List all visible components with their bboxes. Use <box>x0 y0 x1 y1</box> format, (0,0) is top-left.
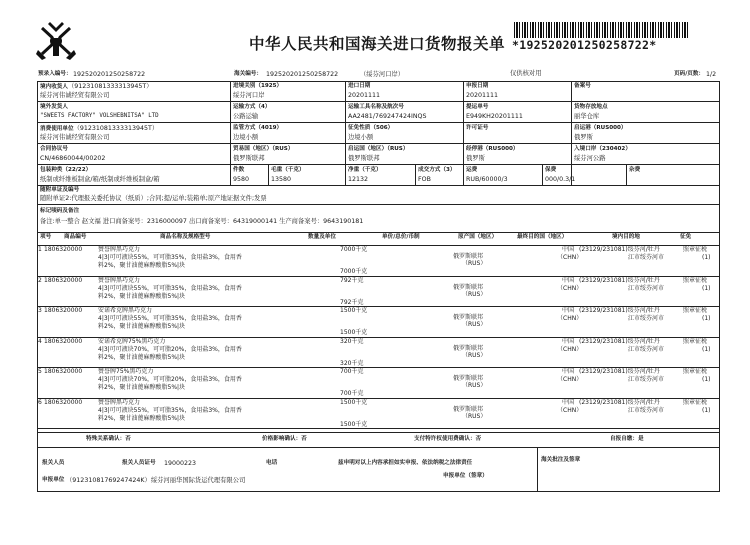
supervision: 边境小额 <box>233 134 259 141</box>
docs-label: 随附单证及编号 <box>40 187 80 193</box>
page-label: 页码/页数： <box>674 71 705 77</box>
item-origin: 俄罗斯联邦 <box>453 344 484 352</box>
declarant-cert: 19000223 <box>164 460 197 467</box>
item-spec-1: 4|3|可可液块55%，可可脂35%，食用盐3%，食用香 <box>98 254 242 261</box>
item-code: 1806320000 <box>44 276 83 284</box>
conveyance-label: 运输工具名称及航次号 <box>348 104 404 110</box>
deal-label: 成交方式（3） <box>418 167 456 173</box>
contract-label: 合同协议号 <box>40 146 68 152</box>
customs-site: （绥芬河口岸） <box>360 71 405 78</box>
item-qty-1: 700千克 <box>340 368 364 375</box>
item-dest-code: （CHN） <box>557 406 583 414</box>
tax-nature-label: 征免性质（506） <box>348 125 394 131</box>
pieces: 9580 <box>233 176 250 183</box>
trade-country-label: 贸易国（地区）（RUS） <box>233 146 294 152</box>
declarant-label: 报关人员 <box>42 460 65 466</box>
entry-port: 绥芬河公路 <box>574 155 606 162</box>
item-qty-1: 792千克 <box>340 276 364 284</box>
customs-remark-label: 海关批注及签章 <box>541 457 581 463</box>
item-code: 1806320000 <box>44 246 83 253</box>
col-price: 单价/总价/币制 <box>382 234 420 240</box>
item-dest-code: （CHN） <box>557 345 583 353</box>
declare-date-label: 申报日期 <box>466 83 489 89</box>
remark: 仅供核对用 <box>510 70 542 77</box>
item-qty-2: 1500千克 <box>340 329 368 336</box>
item-dest-code: （CHN） <box>557 315 583 322</box>
item-name: 安诺希克牌75%黑巧克力 <box>98 337 166 345</box>
customs-no: 192520201250258722 <box>266 71 339 78</box>
pieces-label: 件数 <box>233 167 245 173</box>
deal: FOB <box>418 176 431 183</box>
entry-customs: 绥芬河口岸 <box>233 92 265 99</box>
gross: 13580 <box>271 176 292 183</box>
item-origin-code: （RUS） <box>462 260 487 267</box>
royalty: 支付特许权使用费确认：否 <box>414 436 482 442</box>
col-dest: 最终目的国（地区） <box>517 234 568 240</box>
item-domestic-code: (23129/231081)绥芬河/牡丹 <box>579 368 660 375</box>
item-domestic-city: 江市绥芬河市 <box>628 406 665 414</box>
item-qty-1: 320千克 <box>340 337 364 345</box>
misc-label: 杂费 <box>629 167 641 173</box>
license-label: 许可证号 <box>466 125 489 131</box>
item-qty-1: 1500千克 <box>340 398 368 406</box>
item-code: 1806320000 <box>44 337 83 345</box>
item-dest: 中国 <box>562 368 575 375</box>
dep-port: 俄罗斯 <box>574 134 593 141</box>
item-tax: 照章征税 <box>683 246 708 253</box>
self-report: 自报自缴：是 <box>610 436 644 442</box>
col-code: 商品编号 <box>64 234 87 240</box>
entry-port-label: 入境口岸（230402） <box>574 146 631 152</box>
declare-date: 20201111 <box>466 92 499 99</box>
item-spec-2: 料2%，聚甘油蓖麻醇酸脂5%|块 <box>98 353 186 361</box>
item-domestic-code: (23129/231081)绥芬河/牡丹 <box>579 307 660 314</box>
bl-no: E949KH20201111 <box>466 113 523 120</box>
item-domestic-city: 江市绥芬河市 <box>628 315 665 322</box>
pre-entry-label: 预录入编号： <box>38 71 72 77</box>
item-origin: 俄罗斯联邦 <box>453 375 484 382</box>
item-dest-code: （CHN） <box>557 254 583 261</box>
consignor-label: 境外发货人 <box>40 104 68 110</box>
item-dest: 中国 <box>562 398 575 406</box>
unit: （91231081769247424K）绥芬河丽华国际货运代理有限公司 <box>66 477 246 484</box>
item-code: 1806320000 <box>44 368 83 375</box>
item-spec-2: 料2%，聚甘油蓖麻醇酸脂5%|块 <box>98 292 186 300</box>
item-domestic-code: (23129/231081)绥芬河/牡丹 <box>579 337 660 345</box>
entry-customs-label: 进境关别（1925） <box>233 83 283 89</box>
item-code: 1806320000 <box>44 398 83 406</box>
item-spec-1: 4|3|可可液块70%，可可脂20%，食用盐3%，食用香 <box>98 345 242 353</box>
item-dest: 中国 <box>562 246 575 253</box>
item-no: 3 <box>38 307 42 314</box>
item-tax: 照章征税 <box>683 368 708 375</box>
storage-label: 货物存放地点 <box>574 104 608 110</box>
item-dest: 中国 <box>562 337 575 345</box>
item-domestic-code: (23129/231081)绥芬河/牡丹 <box>579 398 660 406</box>
item-spec-2: 料2%，聚甘油蓖麻醇酸脂5%|块 <box>98 262 186 269</box>
item-name: 赞誉牌黑巧克力 <box>98 398 141 406</box>
item-spec-2: 料2%，聚甘油蓖麻醇酸脂5%|块 <box>98 384 186 391</box>
item-code: 1806320000 <box>44 307 83 314</box>
item-qty-1: 7000千克 <box>340 246 368 253</box>
conveyance: AA2481/769247424INQS <box>348 113 427 120</box>
item-spec-1: 4|3|可可液块55%，可可脂35%，食用盐3%，食用香 <box>98 315 242 322</box>
item-qty-2: 320千克 <box>340 359 364 367</box>
item-origin-code: （RUS） <box>462 412 487 420</box>
item-no: 4 <box>38 337 42 345</box>
item-no: 6 <box>38 398 42 406</box>
customs-emblem <box>34 20 78 62</box>
col-domestic: 境内目的地 <box>612 234 640 240</box>
pack-label: 包装种类（22/22） <box>40 167 92 173</box>
item-origin: 俄罗斯联邦 <box>453 283 484 291</box>
gross-label: 毛重（千克） <box>271 167 305 173</box>
item-tax-code: (1) <box>702 315 711 322</box>
transit-port-label: 经停港（RUS000） <box>466 146 519 152</box>
col-name: 商品名称及规格型号 <box>160 234 211 240</box>
insurance: 000/0.3/1 <box>545 176 576 183</box>
record-no-label: 备案号 <box>574 83 591 89</box>
item-qty-1: 1500千克 <box>340 307 368 314</box>
trade-country: 俄罗斯联邦 <box>233 155 265 162</box>
item-domestic-city: 江市绥芬河市 <box>628 345 665 353</box>
consignee-name: 绥芬河伟诚经贸有限公司 <box>40 92 110 99</box>
item-tax-code: (1) <box>702 345 711 353</box>
item-dest-code: （CHN） <box>557 376 583 383</box>
freight: RUB/60000/3 <box>466 176 508 183</box>
contract: CN/46860044/00202 <box>40 155 106 162</box>
barcode <box>514 22 688 38</box>
document-title: 中华人民共和国海关进口货物报关单 <box>249 34 506 53</box>
storage: 丽华仓库 <box>574 113 600 120</box>
item-dest: 中国 <box>562 307 575 314</box>
dep-country-label: 启运国（地区）（RUS） <box>348 146 409 152</box>
barcode-text: *192520201250258722* <box>512 38 657 52</box>
item-origin: 俄罗斯联邦 <box>453 253 484 260</box>
item-origin: 俄罗斯联邦 <box>453 314 484 321</box>
item-no: 5 <box>38 368 42 375</box>
item-qty-2: 1500千克 <box>340 420 368 428</box>
item-tax-code: (1) <box>702 376 711 383</box>
item-tax-code: (1) <box>702 406 711 414</box>
item-name: 赞誉牌黑巧克力 <box>98 276 141 284</box>
transport-mode-label: 运输方式（4） <box>233 104 271 110</box>
unit-label: 申报单位 <box>42 477 65 483</box>
item-spec-1: 4|3|可可液块55%，可可脂35%，食用盐3%，食用香 <box>98 406 242 414</box>
item-domestic-code: (23129/231081)绥芬河/牡丹 <box>579 276 660 284</box>
item-qty-2: 792千克 <box>340 298 364 306</box>
item-spec-1: 4|3|可可液块55%，可可脂35%，食用盐3%，食用香 <box>98 284 242 292</box>
import-date: 20201111 <box>348 92 381 99</box>
item-spec-2: 料2%，聚甘油蓖麻醇酸脂5%|块 <box>98 414 186 422</box>
pack: 纸制或纤维板制盒/箱/纸制或纤维板制盒/箱 <box>40 176 160 183</box>
special-relation: 特殊关系确认：否 <box>86 436 131 442</box>
import-date-label: 进口日期 <box>348 83 371 89</box>
seal-label: 申报单位（签章） <box>443 473 488 479</box>
statement: 兹申明对以上内容承担如实申报、依法纳税之法律责任 <box>338 460 473 466</box>
footer-frame <box>37 448 720 492</box>
item-qty-2: 700千克 <box>340 390 364 397</box>
item-name: 赞誉牌黑巧克力 <box>98 246 141 253</box>
item-tax: 照章征税 <box>683 337 708 345</box>
item-tax: 照章征税 <box>683 398 708 406</box>
item-no: 2 <box>38 276 42 284</box>
col-origin: 原产国（地区） <box>458 234 498 240</box>
row-divider <box>37 428 720 429</box>
declarant-cert-label: 报关人员证号 <box>122 460 156 466</box>
item-tax-code: (1) <box>702 254 711 261</box>
docs: 随附单证2:代理报关委托协议（纸质）;合同;提/运单;装箱单;原产地证据文件;发票 <box>40 195 267 202</box>
item-domestic-city: 江市绥芬河市 <box>628 284 665 292</box>
consignor-name: "SWEETS FACTORY" VOLSHEBNITSA" LTD <box>40 113 159 119</box>
insurance-label: 保费 <box>545 167 557 173</box>
item-tax-code: (1) <box>702 284 711 292</box>
net: 12132 <box>348 176 369 183</box>
item-origin-code: （RUS） <box>462 321 487 328</box>
item-origin-code: （RUS） <box>462 290 487 298</box>
col-tax: 征免 <box>680 234 692 240</box>
item-no: 1 <box>38 246 42 253</box>
consumer-name: 绥芬河伟诚经贸有限公司 <box>40 134 110 141</box>
marks: 备注:单一整合 赵文福 进口商备案号：2316000097 出口商备案号：64319000141 生产商备案号：9643190181 <box>40 218 364 225</box>
price-impact: 价格影响确认：否 <box>262 436 307 442</box>
net-label: 净重（千克） <box>348 167 382 173</box>
item-dest: 中国 <box>562 276 575 284</box>
consumer-label: 消费使用单位（91231081333313945T） <box>40 125 159 132</box>
page-value: 1/2 <box>706 71 717 78</box>
item-origin: 俄罗斯联邦 <box>453 405 484 413</box>
consignee-label: 境内收货人（91231081333313945T） <box>40 83 153 90</box>
transport-mode: 公路运输 <box>233 113 259 120</box>
col-no: 项号 <box>40 234 52 240</box>
item-tax: 照章征税 <box>683 307 708 314</box>
item-dest-code: （CHN） <box>557 284 583 292</box>
item-name: 安诺希克牌黑巧克力 <box>98 307 153 314</box>
phone-label: 电话 <box>266 460 278 466</box>
item-domestic-city: 江市绥芬河市 <box>628 376 665 383</box>
item-name: 赞誉牌75%黑巧克力 <box>98 368 154 375</box>
dep-port-label: 启运港（RUS000） <box>574 125 627 131</box>
marks-label: 标记唛码及备注 <box>40 208 80 214</box>
item-domestic-city: 江市绥芬河市 <box>628 254 665 261</box>
item-qty-2: 7000千克 <box>340 268 368 275</box>
tax-nature: 边境小额 <box>348 134 374 141</box>
item-spec-1: 4|3|可可液块70%，可可脂20%，食用盐3%，食用香 <box>98 376 242 383</box>
supervision-label: 监管方式（4019） <box>233 125 283 131</box>
item-origin-code: （RUS） <box>462 351 487 359</box>
freight-label: 运费 <box>466 167 478 173</box>
item-spec-2: 料2%，聚甘油蓖麻醇酸脂5%|块 <box>98 323 186 330</box>
item-origin-code: （RUS） <box>462 382 487 389</box>
dep-country: 俄罗斯联邦 <box>348 155 380 162</box>
col-qty: 数量及单位 <box>308 234 336 240</box>
bl-no-label: 提运单号 <box>466 104 489 110</box>
transit-port: 俄罗斯 <box>466 155 485 162</box>
item-tax: 照章征税 <box>683 276 708 284</box>
customs-no-label: 海关编号： <box>234 71 262 77</box>
item-domestic-code: (23129/231081)绥芬河/牡丹 <box>579 246 660 253</box>
pre-entry-no: 192520201250258722 <box>73 71 146 78</box>
